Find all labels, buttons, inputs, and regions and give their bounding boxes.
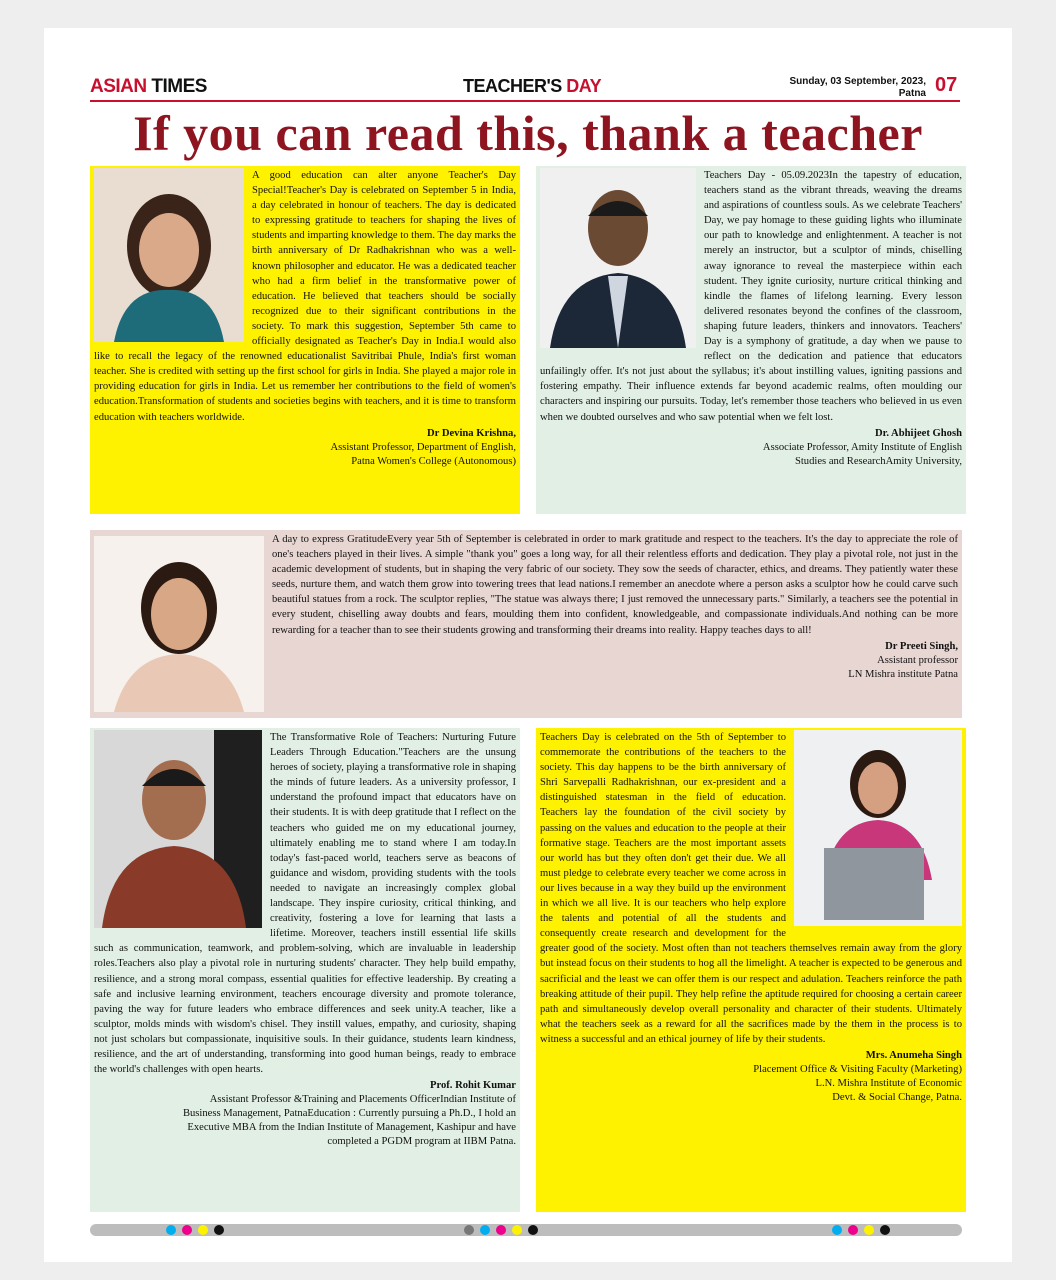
article-text: Teachers Day - 05.09.2023In the tapestry of education, teachers stand as the vibrant threads, weaving the dreams and aspirations of countless souls. As we celebrate Teachers' Day, we pay homage to these guiding lights who illuminate our path to knowledge and enlightenment. A teacher is not merely an instructor, but a sculptor of minds, chiselling away ignorance to reveal the masterpiece within each student. They ignite curiosity, nurture critical thinking and kindle the flames of lifelong learning. Every lesson delivered resonates beyond the confines of the classroom, shaping future leaders, thinkers and innovators. Teachers' Day is a symphony of gratitude, a day when we pause to reflect on the dedication and patience that educators unfailingly offer. It's not just about the syllabus; it's about instilling values, igniting passions and fostering empathy. Their influence extends far beyond academic realms, often moulding our characters and inspiring our pursuits. Today, let's remember those teachers who believed in us even when we doubted ourselves and who saw potential when we felt lost.: [540, 170, 962, 423]
section-title: [463, 76, 601, 97]
black-dot: [528, 1225, 538, 1235]
author-name: Dr Devina Krishna,: [427, 427, 516, 439]
author-title-line1: Assistant Professor &Training and Placements OfficerIndian Institute of: [209, 1094, 516, 1106]
city-text: Patna: [898, 88, 926, 99]
section-part1: TEACHER'S: [463, 76, 567, 96]
yellow-dot: [864, 1225, 874, 1235]
article-text: The Transformative Role of Teachers: Nurturing Future Leaders Through Education."Teachers are the unsung heroes of society, playing a transformative role in shaping the minds of future leaders. As a university professor, I understand the profound impact that educators have on their students. It is with deep gratitude that I reflect on the teachers who guided me on my educational journey, ultimately enabling me to stand where I am today.In today's fast-paced world, teachers serve as beacons of guidance and wisdom, providing students with the tools needed to navigate an increasingly complex global landscape. They inspire curiosity, critical thinking, and creativity, fostering a love for learning that lasts a lifetime. Moreover, teachers instill essential life skills such as communication, teamwork, and problem-solving, which are invaluable in leadership roles.Teachers also play a pivotal role in nurturing students' character. They help build empathy, resilience, and a strong moral compass, essential qualities for effective leadership. By creating a safe and inclusive learning environment, teachers encourage diversity and promote tolerance, paving the way for future leaders who embrace differences and seek unity.A teacher, like a sculptor, molds minds with wisdom's chisel. They instill values, empathy, and curiosity, shaping not just scholars but compassionate, inquisitive souls. In their guidance, students learn kindness, resilience, and the art of understanding, transforming into good human beings, ready to embrace the world's challenges with open hearts.: [94, 732, 516, 1076]
author-title-line3: Executive MBA from the Indian Institute of Management, Kashipur and have: [187, 1122, 516, 1134]
cyan-dot: [480, 1225, 490, 1235]
date-text: Sunday, 03 September, 2023,: [789, 76, 926, 87]
magenta-dot: [496, 1225, 506, 1235]
author-title: Placement Office & Visiting Faculty (Marketing): [753, 1063, 962, 1075]
article-devina-krishna: [90, 166, 520, 514]
article-anumeha-singh: [536, 728, 966, 1212]
portrait-photo: [94, 536, 264, 712]
byline: [540, 1049, 962, 1105]
article-text: A good education can alter anyone Teacher's Day Special!Teacher's Day is celebrated on September 5 in India, a day celebrated in honour of teachers. The day is dedicated to expressing gratitude to teachers for shaping the lives of students and imparting knowledge to them. The day marks the birth anniversary of Dr Radhakrishnan who was a well-known philosopher and educator. He was a dedicated teacher who had a firm belief in the transformative power of education. He believed that teachers should be socially recognized due to their significant contributions in the society. To mark this suggestion, September 5th came to officially designated as Teacher's Day in India.I would also like to recall the legacy of the renowned educationalist Savitribai Phule, India's first woman teacher. She is credited with setting up the first school for girls in India. She played a major role in providing education for girls in India. Let us remember her contributions to the field of women's education.Transformation of students and societies begins with teachers, and it is time to transform education with teachers worldwide.: [94, 170, 517, 423]
registration-dots-left: [166, 1224, 224, 1236]
author-title-line2: Business Management, PatnaEducation : Currently pursuing a Ph.D., I hold an: [182, 1108, 516, 1120]
article-text: Teachers Day is celebrated on the 5th of September to commemorate the contributions of the teachers to the society. This day happens to be the birth anniversary of Shri Sarvepalli Radhakrishnan, our ex-president and a distinguished statesman in the field of education. Teachers lay the foundation of the civil society by passing on the values and education to the people at their formative stage. Teachers are the most important assets our world has but they often don't get their due. We all must pledge to celebrate every teacher we come across in our lives because in a way they build up the environment in which we all live. It is our teachers who help explore the talents and potential of all the students and consequently create research and development for the greater good of the society. Most often than not teachers themselves remain away from the glory but instead focus on their students to hog all the limelight. A teacher is expected to be generous and sacrificial and the least we can offer them is our respect and adulation. Teachers reinforce the path breaking attitude of their pupil. They help refine the aptitude required for choosing a certain career path and simultaneously develop overall personality and character of their students. Ultimately what the teachers seek as a reward for all the sacrifices made by the them in the process is to witness a successful and an ethical journey of life by their students.: [540, 732, 962, 1045]
magenta-dot: [848, 1225, 858, 1235]
portrait-photo: [794, 730, 962, 926]
page-number: 07: [935, 74, 958, 96]
yellow-dot: [512, 1225, 522, 1235]
author-title: Assistant Professor, Department of English,: [330, 441, 516, 453]
author-title: Assistant professor: [877, 654, 958, 666]
author-title: Associate Professor, Amity Institute of English: [762, 441, 962, 453]
issue-date: [789, 76, 926, 100]
author-name: Dr Preeti Singh,: [885, 640, 958, 652]
byline: [540, 427, 962, 469]
section-part2: DAY: [566, 76, 602, 96]
author-institution-line2: Devt. & Social Change, Patna.: [832, 1091, 962, 1103]
author-institution: Studies and ResearchAmity University,: [794, 455, 962, 467]
black-dot: [880, 1225, 890, 1235]
portrait-photo: [94, 168, 244, 342]
magenta-dot: [182, 1225, 192, 1235]
black-dot: [214, 1225, 224, 1235]
cyan-dot: [166, 1225, 176, 1235]
byline: [94, 427, 516, 469]
author-institution: LN Mishra institute Patna: [848, 668, 958, 680]
author-name: Dr. Abhijeet Ghosh: [874, 427, 962, 439]
byline: [94, 1079, 516, 1149]
header-rule: [90, 100, 960, 102]
author-institution: Patna Women's College (Autonomous): [351, 455, 516, 467]
author-name: Mrs. Anumeha Singh: [865, 1049, 962, 1061]
registration-dots-right: [832, 1224, 890, 1236]
brand-part2: TIMES: [146, 76, 207, 97]
yellow-dot: [198, 1225, 208, 1235]
author-title-line4: completed a PGDM program at IIBM Patna.: [327, 1136, 516, 1148]
brand-masthead: [90, 76, 207, 98]
author-name: Prof. Rohit Kumar: [429, 1080, 516, 1092]
brand-part1: ASIAN: [90, 76, 147, 97]
headline: If you can read this, thank a teacher: [133, 105, 923, 161]
article-rohit-kumar: [90, 728, 520, 1212]
article-preeti-singh: [90, 530, 962, 718]
portrait-photo: [94, 730, 262, 928]
author-institution-line1: L.N. Mishra Institute of Economic: [815, 1077, 962, 1089]
cyan-dot: [832, 1225, 842, 1235]
article-abhijeet-ghosh: [536, 166, 966, 514]
gray-dot: [464, 1225, 474, 1235]
portrait-photo: [540, 168, 696, 348]
registration-dots-center: [464, 1224, 538, 1236]
article-text: A day to express GratitudeEvery year 5th of September is celebrated in order to mark gratitude and respect to the teachers. It's the day to appreciate the role of one's teachers played in their lives. A simple "thank you" goes a long way, for all their relentless efforts and dedication. They play a pivotal role, not just in the academic development of students, but in shaping the very fabric of our society. They sow the seeds of character, ethics, and dreams. They patiently water these seeds, nurture them, and watch them grow into towering trees that lead nations.I remember an anecdote where a person asks a sculptor how he could carve such beautiful statues from a rock. The sculptor replies, "The statue was always there; I just removed the unnecessary parts." Similarly, a teachers see the potential in every student, chiselling away doubts and fears, moulding them into confident, knowledgeable, and compassionate individuals.And nothing can be more rewarding for a teacher than to see their students growing and transforming their dreams into reality. Happy teaches days to all!: [272, 534, 958, 636]
